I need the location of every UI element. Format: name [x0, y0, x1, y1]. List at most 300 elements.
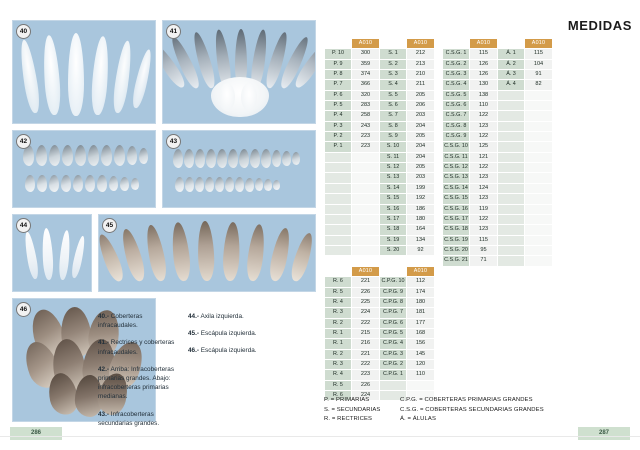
table-row: [325, 152, 435, 162]
caption-43: [98, 410, 182, 428]
row-label: S. 20: [380, 245, 407, 255]
empty-label-cell: [498, 163, 525, 173]
feather: [261, 149, 271, 168]
row-label: C.S.G. 5: [443, 90, 470, 100]
table-row: [325, 132, 435, 142]
row-label: C.P.G. 3: [380, 349, 407, 359]
row-value: 204: [407, 142, 435, 152]
row-label: C.S.G. 9: [443, 132, 470, 142]
row-label: P. 7: [325, 80, 352, 90]
table-row: [325, 380, 435, 390]
row-label: C.S.G. 8: [443, 121, 470, 131]
plate-41-photo: [162, 20, 316, 124]
feather: [109, 176, 118, 191]
row-label: S. 6: [380, 101, 407, 111]
feather: [175, 177, 184, 192]
table-row: [325, 59, 435, 69]
row-value: 121: [470, 152, 498, 162]
spacer-cell: [443, 39, 470, 49]
header-a010-alulas: A010: [525, 39, 553, 49]
feather: [85, 175, 95, 192]
feather: [41, 228, 54, 280]
row-value: 126: [470, 70, 498, 80]
table-row: [325, 101, 435, 111]
empty-label-cell: [498, 194, 525, 204]
feather: [185, 177, 194, 192]
row-label: C.S.G. 7: [443, 111, 470, 121]
feather: [127, 146, 137, 165]
row-value: 222: [352, 360, 380, 370]
row-value: 243: [352, 121, 380, 131]
row-value: 221: [352, 277, 380, 287]
legend-item: C.P.G. = COBERTERAS PRIMARIAS GRANDES: [400, 397, 533, 403]
caption-46: [188, 346, 284, 355]
row-label: C.S.G. 15: [443, 194, 470, 204]
legend-item: P. = PRIMARIAS: [324, 397, 370, 403]
row-value: 212: [407, 49, 435, 59]
feather: [61, 175, 71, 192]
feather: [75, 145, 86, 166]
empty-label-cell: [498, 235, 525, 245]
table-row: [325, 121, 435, 131]
row-value: 211: [407, 80, 435, 90]
table-row: [443, 225, 553, 235]
feather: [90, 36, 110, 116]
empty-value-cell: [525, 101, 553, 111]
table-row: [325, 349, 435, 359]
table-row: [443, 173, 553, 183]
empty-value-cell: [352, 163, 380, 173]
row-value: 366: [352, 80, 380, 90]
row-label: C.S.G. 12: [443, 163, 470, 173]
empty-value-cell: [525, 142, 553, 152]
empty-value-cell: [352, 214, 380, 224]
row-label: C.P.G. 6: [380, 318, 407, 328]
empty-label-cell: [325, 245, 352, 255]
empty-value-cell: [525, 245, 553, 255]
table-header-row: [325, 39, 435, 49]
row-label: C.S.G. 4: [443, 80, 470, 90]
table-row: [325, 90, 435, 100]
row-value: 125: [470, 142, 498, 152]
empty-label-cell: [498, 183, 525, 193]
feather: [18, 39, 42, 114]
empty-label-cell: [325, 235, 352, 245]
feather: [49, 145, 60, 166]
plate-42-photo: [12, 130, 156, 208]
empty-value-cell: [352, 173, 380, 183]
caption-45-number: 45.-: [188, 330, 200, 338]
table-primaries-secondaries: [324, 38, 435, 256]
row-label: S. 10: [380, 142, 407, 152]
row-value: 177: [407, 318, 435, 328]
table-row: [325, 70, 435, 80]
table-row: [443, 256, 553, 266]
legend-column-right: [400, 396, 544, 425]
empty-value-cell: [352, 245, 380, 255]
empty-value-cell: [525, 152, 553, 162]
row-label: R. 5: [325, 287, 352, 297]
table-row: [325, 298, 435, 308]
empty-value-cell: [525, 173, 553, 183]
row-label: C.P.G. 8: [380, 298, 407, 308]
row-label: C.S.G. 11: [443, 152, 470, 162]
caption-46-number: 46.-: [188, 347, 200, 355]
table-row: [325, 225, 435, 235]
row-value: 104: [525, 59, 553, 69]
feather: [288, 231, 316, 283]
caption-42-text: Arriba: Infracoberteras primarias grandes. Abajo: infracoberteras primarias medianas.: [98, 365, 175, 401]
rectrices-cpg-body: [325, 277, 435, 401]
table-row: [325, 173, 435, 183]
row-value: 224: [352, 308, 380, 318]
empty-value-cell: [407, 380, 435, 390]
row-value: 123: [470, 121, 498, 131]
table-row: [443, 194, 553, 204]
empty-value-cell: [525, 256, 553, 266]
feather: [250, 149, 260, 168]
feather: [239, 149, 249, 168]
caption-42-number: 42.-: [98, 365, 110, 373]
legend-item: R. = RECTRICES: [324, 416, 373, 422]
row-value: 91: [525, 70, 553, 80]
feather: [131, 178, 139, 190]
plate-44-number: 44: [16, 218, 31, 233]
feather: [139, 148, 148, 164]
empty-label-cell: [498, 152, 525, 162]
row-label: R. 6: [325, 277, 352, 287]
row-label: P. 9: [325, 59, 352, 69]
lower-measurement-tables: [324, 266, 435, 401]
row-label: S. 5: [380, 90, 407, 100]
row-value: 221: [352, 349, 380, 359]
caption-41-number: 41.-: [98, 339, 110, 347]
row-label: S. 4: [380, 80, 407, 90]
feather: [197, 221, 215, 282]
table-row: [325, 49, 435, 59]
table-row: [443, 214, 553, 224]
empty-label-cell: [498, 245, 525, 255]
median-primary-covert-row: [25, 175, 147, 193]
row-label: C.S.G. 17: [443, 214, 470, 224]
row-label: Á. 1: [498, 49, 525, 59]
greater-primary-covert-row: [23, 145, 149, 167]
header-a010-cpg: A010: [407, 267, 435, 277]
plate-43-photo: [162, 130, 316, 208]
row-value: 126: [470, 59, 498, 69]
caption-45-text: Escápula izquierda.: [200, 330, 257, 338]
empty-label-cell: [380, 380, 407, 390]
table-csg-alulas: [442, 38, 553, 267]
row-value: 210: [407, 70, 435, 80]
row-label: C.S.G. 20: [443, 245, 470, 255]
empty-value-cell: [525, 235, 553, 245]
greater-secondary-covert-row-lower: [175, 177, 305, 193]
empty-label-cell: [498, 142, 525, 152]
feather: [68, 33, 84, 116]
row-value: 112: [407, 277, 435, 287]
row-value: 138: [470, 90, 498, 100]
row-value: 145: [407, 349, 435, 359]
row-label: S. 9: [380, 132, 407, 142]
table-rectrices-cpg: [324, 266, 435, 401]
feather: [41, 35, 62, 116]
legend-item: C.S.G. = COBERTERAS SECUNDARIAS GRANDES: [400, 406, 544, 413]
row-label: P. 2: [325, 132, 352, 142]
row-label: Á. 4: [498, 80, 525, 90]
row-label: C.S.G. 3: [443, 70, 470, 80]
empty-label-cell: [498, 101, 525, 111]
plate-43-number: 43: [166, 134, 181, 149]
row-label: C.S.G. 14: [443, 183, 470, 193]
header-a010-secondaries: A010: [407, 39, 435, 49]
caption-43-number: 43.-: [98, 410, 110, 418]
row-value: 123: [470, 173, 498, 183]
table-row: [443, 121, 553, 131]
row-value: 203: [407, 111, 435, 121]
table-row: [325, 111, 435, 121]
table-row: [443, 183, 553, 193]
feather: [114, 145, 125, 166]
empty-label-cell: [325, 152, 352, 162]
row-label: C.S.G. 1: [443, 49, 470, 59]
table-row: [443, 70, 553, 80]
row-value: 123: [470, 194, 498, 204]
row-value: 222: [352, 318, 380, 328]
row-value: 205: [407, 90, 435, 100]
row-label: S. 2: [380, 59, 407, 69]
upper-measurement-tables: [324, 38, 435, 256]
greater-secondary-covert-row-upper: [173, 149, 307, 169]
empty-value-cell: [352, 183, 380, 193]
empty-value-cell: [525, 132, 553, 142]
feather: [170, 221, 192, 281]
empty-label-cell: [325, 163, 352, 173]
header-a010-csg: A010: [470, 39, 498, 49]
spacer-cell: [380, 39, 407, 49]
row-value: 110: [407, 370, 435, 380]
row-label: C.S.G. 19: [443, 235, 470, 245]
row-value: 180: [407, 214, 435, 224]
row-label: S. 17: [380, 214, 407, 224]
row-value: 223: [352, 370, 380, 380]
empty-label-cell: [498, 204, 525, 214]
feather: [225, 177, 234, 192]
row-value: 203: [407, 173, 435, 183]
row-value: 216: [352, 339, 380, 349]
feather: [235, 177, 244, 192]
row-label: R. 4: [325, 298, 352, 308]
empty-value-cell: [525, 90, 553, 100]
table-row: [325, 370, 435, 380]
feather: [36, 145, 47, 166]
row-value: 95: [470, 245, 498, 255]
row-label: S. 11: [380, 152, 407, 162]
row-label: P. 1: [325, 142, 352, 152]
row-value: 186: [407, 204, 435, 214]
caption-41: [98, 338, 182, 356]
feather: [228, 149, 238, 168]
row-label: Á. 2: [498, 59, 525, 69]
row-value: 199: [407, 183, 435, 193]
row-value: 224: [352, 391, 380, 401]
row-value: 181: [407, 308, 435, 318]
table-row: [325, 245, 435, 255]
feather: [88, 145, 99, 166]
empty-value-cell: [352, 204, 380, 214]
feather: [58, 230, 71, 281]
row-label: C.P.G. 4: [380, 339, 407, 349]
row-label: Á. 3: [498, 70, 525, 80]
plate-42-number: 42: [16, 134, 31, 149]
row-value: 258: [352, 111, 380, 121]
table-row: [325, 163, 435, 173]
row-value: 92: [407, 245, 435, 255]
row-label: R. 2: [325, 318, 352, 328]
empty-value-cell: [352, 235, 380, 245]
empty-value-cell: [352, 152, 380, 162]
header-a010-primaries: A010: [352, 39, 380, 49]
table-row: [443, 152, 553, 162]
row-value: 223: [352, 132, 380, 142]
row-label: C.P.G. 1: [380, 370, 407, 380]
row-value: 283: [352, 101, 380, 111]
row-label: S. 19: [380, 235, 407, 245]
row-value: 206: [407, 101, 435, 111]
page-bottom-rule: [0, 436, 640, 437]
row-label: R. 3: [325, 308, 352, 318]
table-row: [443, 80, 553, 90]
feather: [292, 152, 300, 165]
row-value: 204: [407, 121, 435, 131]
table-row: [325, 277, 435, 287]
legend-item: S. = SECUNDARIAS: [324, 406, 381, 413]
caption-43-text: Infracoberteras secundarias grandes.: [98, 410, 160, 427]
table-header-row: [443, 39, 553, 49]
empty-label-cell: [498, 173, 525, 183]
row-value: 226: [352, 380, 380, 390]
feather: [205, 177, 214, 192]
row-label: R. 5: [325, 380, 352, 390]
caption-44: [188, 312, 284, 321]
primaries-secondaries-body: [325, 49, 435, 256]
row-label: R. 2: [325, 349, 352, 359]
row-label: C.S.G. 21: [443, 256, 470, 266]
row-value: 223: [352, 142, 380, 152]
feather: [37, 175, 47, 192]
row-label: C.P.G. 2: [380, 360, 407, 370]
feather: [273, 180, 280, 190]
row-label: P. 5: [325, 101, 352, 111]
row-label: C.P.G. 7: [380, 308, 407, 318]
table-row: [325, 339, 435, 349]
caption-40: [98, 312, 182, 330]
feather: [70, 235, 87, 279]
row-value: 359: [352, 59, 380, 69]
table-row: [443, 90, 553, 100]
empty-value-cell: [525, 204, 553, 214]
feather: [62, 145, 73, 166]
empty-value-cell: [525, 183, 553, 193]
feather: [184, 149, 194, 168]
table-row: [325, 287, 435, 297]
row-label: R. 6: [325, 391, 352, 401]
row-value: 180: [407, 298, 435, 308]
legend-column-left: [324, 396, 380, 425]
spacer-cell: [325, 39, 352, 49]
row-label: R. 3: [325, 360, 352, 370]
row-label: C.P.G. 9: [380, 287, 407, 297]
row-value: 122: [470, 163, 498, 173]
caption-44-number: 44.-: [188, 313, 200, 320]
row-label: S. 14: [380, 183, 407, 193]
table-row: [443, 49, 553, 59]
row-label: S. 16: [380, 204, 407, 214]
row-value: 213: [407, 59, 435, 69]
empty-label-cell: [498, 121, 525, 131]
table-row: [325, 360, 435, 370]
abbreviation-legend: [324, 396, 624, 430]
table-row: [443, 111, 553, 121]
row-value: 124: [470, 183, 498, 193]
feather: [130, 48, 154, 109]
feather: [23, 231, 40, 280]
caption-45: [188, 329, 284, 338]
empty-value-cell: [525, 163, 553, 173]
undertail-cover: [241, 83, 257, 111]
empty-label-cell: [325, 183, 352, 193]
header-a010-rectrices: A010: [352, 267, 380, 277]
row-label: C.P.G. 5: [380, 329, 407, 339]
row-label: P. 10: [325, 49, 352, 59]
row-value: 215: [352, 329, 380, 339]
row-value: 110: [470, 101, 498, 111]
row-label: P. 6: [325, 90, 352, 100]
empty-value-cell: [352, 194, 380, 204]
empty-value-cell: [525, 121, 553, 131]
feather: [245, 178, 254, 192]
empty-label-cell: [498, 132, 525, 142]
row-label: P. 8: [325, 70, 352, 80]
caption-46-text: Escápula izquierda.: [200, 347, 257, 355]
row-value: 164: [407, 225, 435, 235]
row-value: 122: [470, 132, 498, 142]
table-row: [443, 101, 553, 111]
row-label: P. 3: [325, 121, 352, 131]
row-label: C.S.G. 2: [443, 59, 470, 69]
row-value: 156: [407, 339, 435, 349]
row-label: C.S.G. 18: [443, 225, 470, 235]
row-value: 205: [407, 132, 435, 142]
table-row: [325, 329, 435, 339]
row-label: S. 8: [380, 121, 407, 131]
row-label: R. 1: [325, 339, 352, 349]
feather: [111, 40, 134, 114]
feather: [195, 177, 204, 192]
feather: [255, 178, 263, 191]
caption-40-text: Coberteras infracaudales.: [98, 313, 143, 330]
row-value: 120: [407, 360, 435, 370]
row-label: S. 3: [380, 70, 407, 80]
row-value: 192: [407, 194, 435, 204]
table-row: [443, 59, 553, 69]
feather: [267, 227, 293, 283]
feather: [206, 149, 216, 168]
row-label: S. 1: [380, 49, 407, 59]
feather: [101, 145, 112, 166]
row-value: 122: [470, 214, 498, 224]
row-label: R. 1: [325, 329, 352, 339]
